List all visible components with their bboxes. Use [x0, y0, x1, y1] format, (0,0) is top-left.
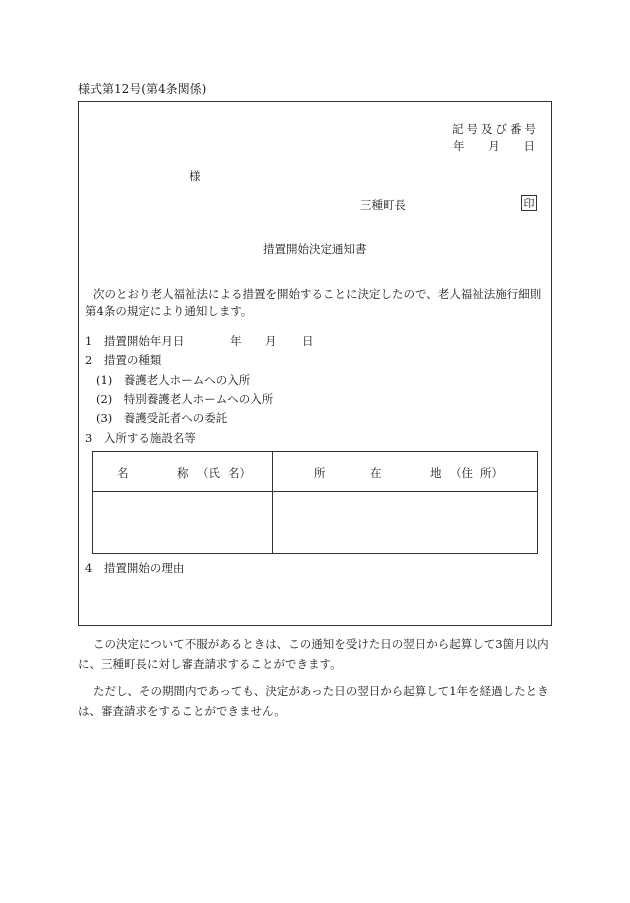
appeal-notice-line-2: に、三種町長に対し審査請求することができます。: [78, 657, 342, 671]
item1-day: 日: [302, 334, 314, 348]
facility-table: [92, 451, 538, 554]
appeal-notice-line-1: この決定について不服があるときは、この通知を受けた日の翌日から起算して3箇月以内: [93, 637, 549, 651]
item3-label: 3 入所する施設名等: [85, 431, 196, 445]
issue-date: [453, 138, 535, 154]
header-location-1: 所: [314, 466, 326, 480]
intro-line-1: 次のとおり老人福祉法による措置を開始することに決定したので、老人福祉法施行細則: [93, 287, 542, 301]
header-location-4: （住: [450, 466, 473, 480]
intro-line-2: 第4条の規定により通知します。: [85, 304, 253, 318]
item2-label: 2 措置の種類: [85, 353, 162, 367]
appeal-limit-line-1: ただし、その期間内であっても、決定があった日の翌日から起算して1年を経過したとき: [93, 684, 549, 698]
seal-stamp-box: [521, 195, 537, 211]
facility-location-cell[interactable]: [274, 493, 536, 553]
facility-name-cell[interactable]: [94, 493, 270, 553]
item2-option-1: (1) 養護老人ホームへの入所: [96, 373, 251, 387]
table-header-divider: [93, 491, 537, 492]
header-location-5: 所）: [480, 466, 503, 480]
item1-month: 月: [265, 334, 277, 348]
document-title: 措置開始決定通知書: [263, 242, 367, 256]
form-number-label: 様式第12号(第4条関係): [78, 82, 207, 96]
item1-year: 年: [230, 334, 242, 348]
issue-date-year: 年: [453, 139, 465, 153]
addressee-suffix: 様: [189, 169, 201, 183]
item1-label: 1 措置開始年月日: [85, 334, 185, 348]
item2-option-3: (3) 養護受託者への委託: [96, 411, 228, 425]
seal-label: 印: [523, 196, 535, 210]
header-location-3: 地: [430, 466, 442, 480]
appeal-limit-line-2: は、審査請求をすることができません。: [78, 704, 286, 718]
header-name-4: 名）: [228, 466, 251, 480]
header-location-2: 在: [370, 466, 382, 480]
header-name-2: 称: [177, 466, 189, 480]
issue-date-day: 日: [523, 139, 535, 153]
header-name-1: 名: [117, 466, 129, 480]
header-name-3: （氏: [197, 466, 220, 480]
issuer-name: 三種町長: [360, 198, 406, 212]
issue-date-month: 月: [488, 139, 500, 153]
record-number-label: 記号及び番号: [452, 122, 539, 136]
table-column-divider: [272, 452, 273, 553]
item4-label: 4 措置開始の理由: [85, 561, 185, 575]
item2-option-2: (2) 特別養護老人ホームへの入所: [96, 392, 274, 406]
